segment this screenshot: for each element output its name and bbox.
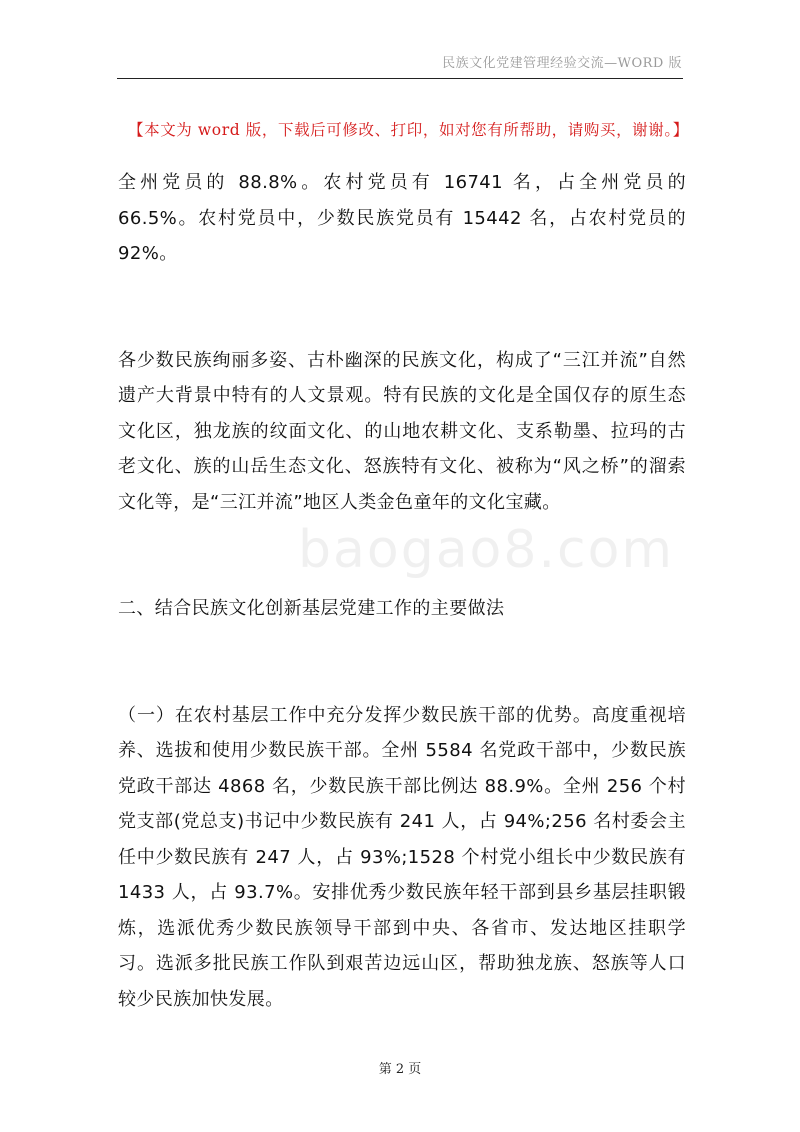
paragraph-gap — [118, 272, 686, 343]
header-rule — [117, 78, 683, 79]
paragraph-gap — [118, 520, 686, 591]
paragraph-ethnic-cadres: （一）在农村基层工作中充分发挥少数民族干部的优势。高度重视培养、选拔和使用少数民族干部。全州 5584 名党政干部中，少数民族党政干部达 4868 名，少数民族干部比例达 88.9%。全州 256 个村党支部(党总支)书记中少数民族有 241 人，占 94%;256 名村委会主任中少数民族有 247 人，占 93%;1528 个村党小组长中少数民族有 1433 人，占 93.7%。安排优秀少数民族年轻干部到县乡基层挂职锻炼，选派优秀少数民族领导干部到中央、各省市、发达地区挂职学习。选派多批民族工作队到艰苦边远山区，帮助独龙族、怒族等人口较少民族加快发展。 — [118, 704, 686, 1010]
page-number: 第 2 页 — [378, 1062, 422, 1077]
section-heading: 二、结合民族文化创新基层党建工作的主要做法 — [118, 598, 505, 619]
document-body — [118, 165, 686, 1017]
paragraph-gap — [118, 627, 686, 698]
paragraph-party-members: 全州党员的 88.8%。农村党员有 16741 名，占全州党员的 66.5%。农村党员中，少数民族党员有 15442 名，占农村党员的 92%。 — [118, 172, 686, 264]
paragraph-ethnic-culture: 各少数民族绚丽多姿、古朴幽深的民族文化，构成了“三江并流”自然遗产大背景中特有的人文景观。特有民族的文化是全国仅存的原生态文化区，独龙族的纹面文化、的山地农耕文化、支系勒墨、拉玛的古老文化、族的山岳生态文化、怒族特有文化、被称为“风之桥”的溜索文化等，是“三江并流”地区人类金色童年的文化宝藏。 — [118, 349, 686, 513]
watermark: baogao8.com — [298, 520, 675, 580]
running-header: 民族文化党建管理经验交流—WORD 版 — [442, 56, 682, 71]
download-notice: 【本文为 word 版，下载后可修改、打印，如对您有所帮助，请购买，谢谢。】 — [128, 121, 689, 139]
